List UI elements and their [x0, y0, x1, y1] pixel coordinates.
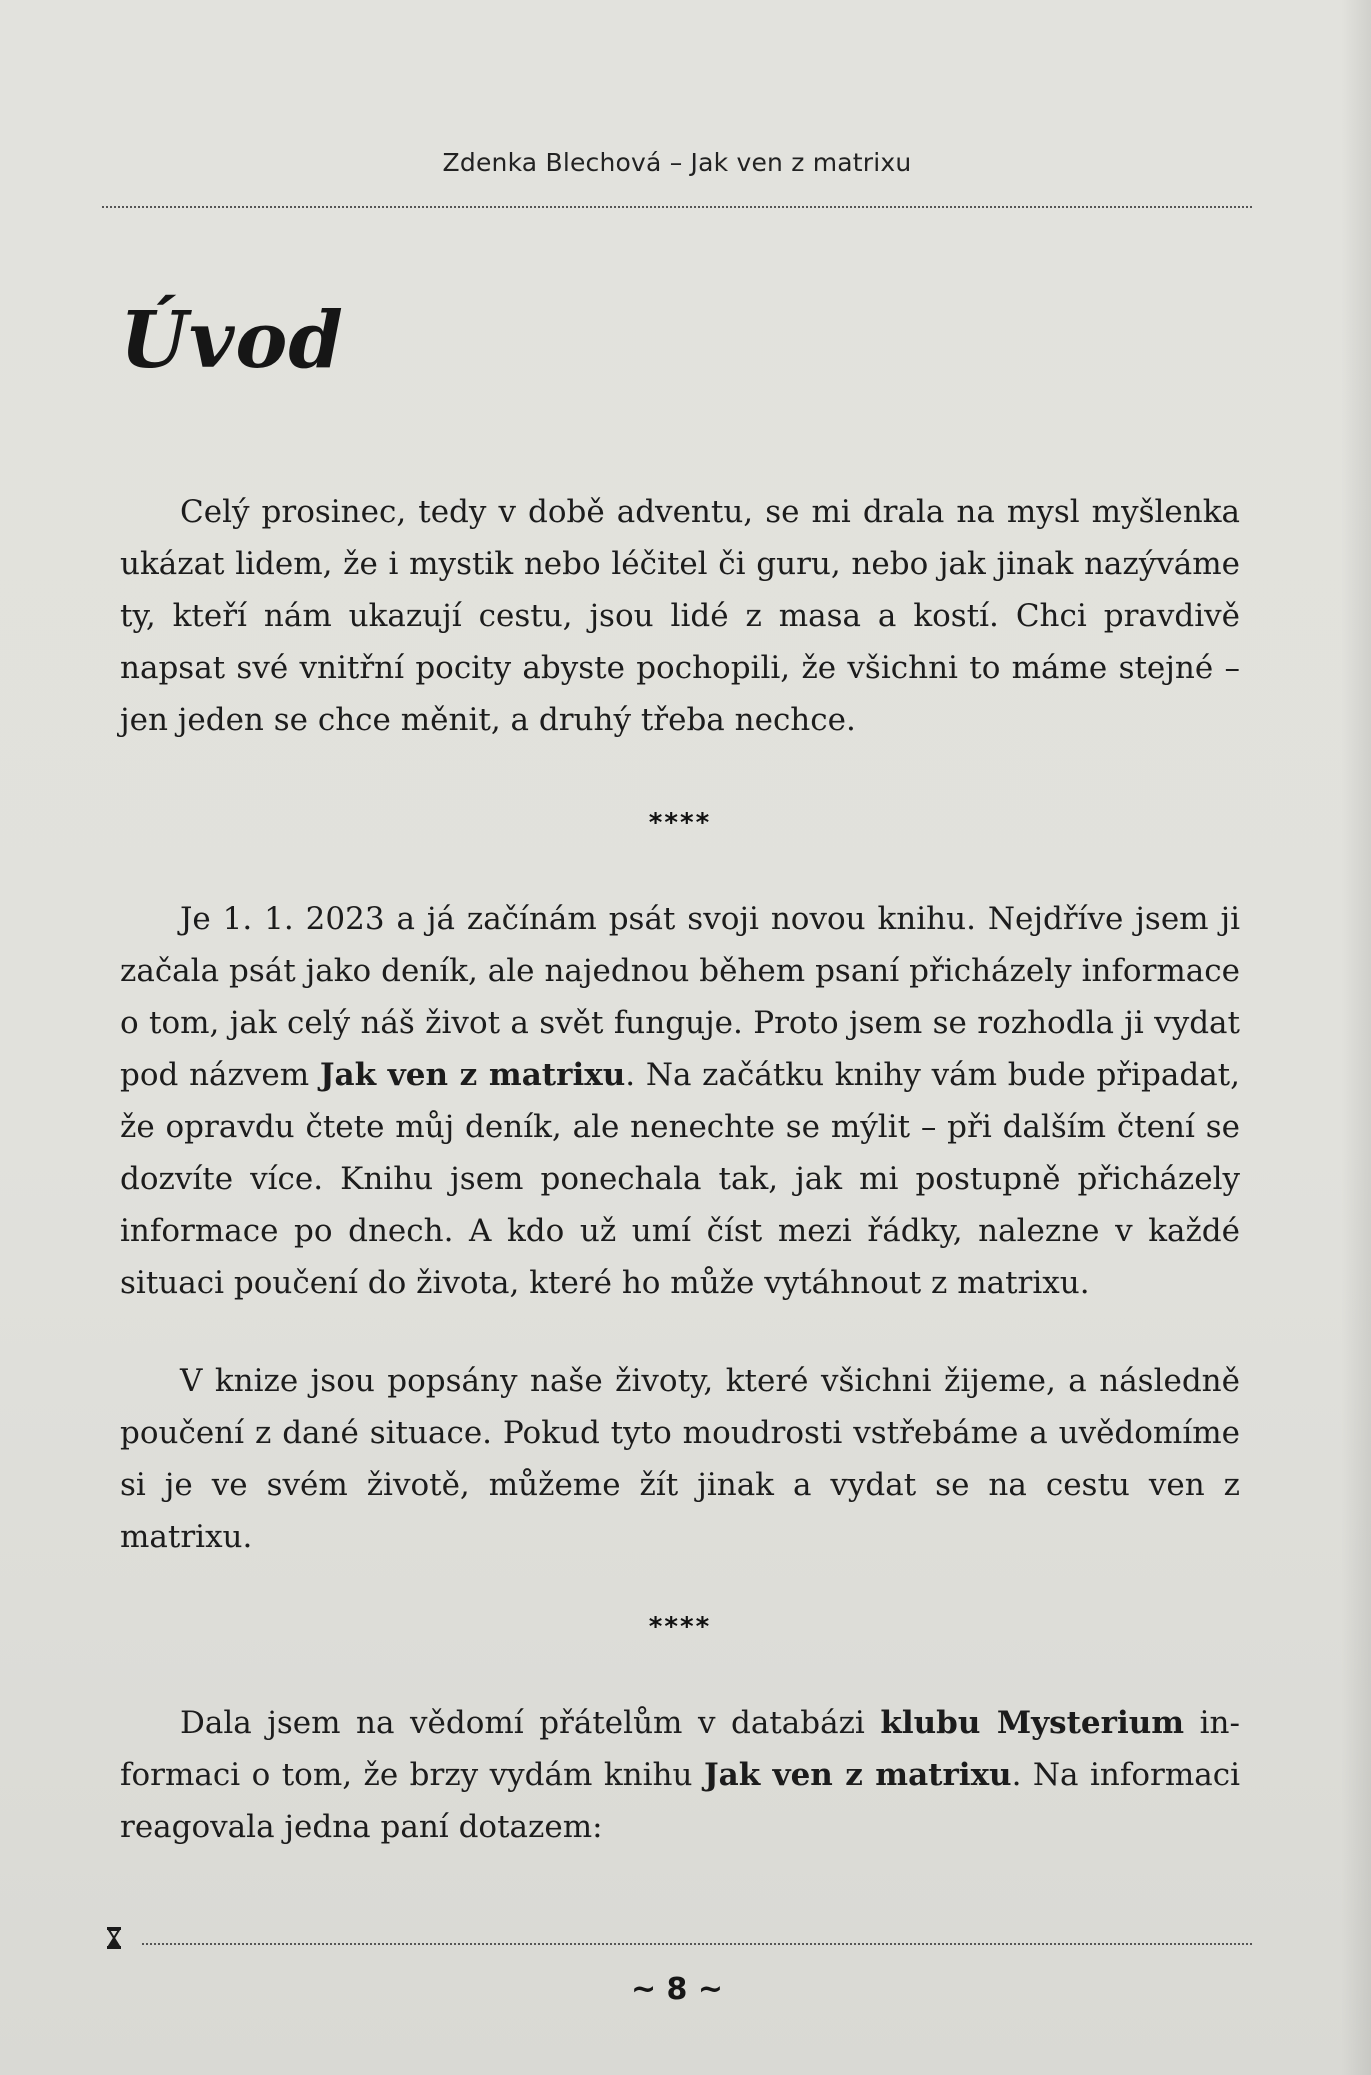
page-edge-shadow [1341, 0, 1371, 2075]
intro-section [120, 486, 1240, 746]
closing-text-e: . Na informaci reagovala jedna paní dotazem: [120, 1757, 1240, 1845]
section-separator-2: **** [648, 1612, 712, 1642]
hourglass-icon [106, 1926, 122, 1950]
closing-text-c: informaci o tom, že brzy vydám knihu [120, 1705, 1240, 1793]
main-section [120, 893, 1240, 1563]
section-separator: **** [648, 808, 712, 838]
club-name-bold: klubu Mysterium [880, 1705, 1185, 1741]
main-paragraph-1 [120, 893, 1240, 1309]
closing-section [120, 1697, 1240, 1853]
header-dotted-rule [102, 206, 1252, 208]
running-head: Zdenka Blechová – Jak ven z matrixu [442, 148, 912, 177]
page-number: ~ 8 ~ [630, 1972, 724, 2007]
closing-text-a: Dala jsem na vědomí přátelům v databázi [180, 1705, 881, 1741]
main-paragraph-1-text-b: . Na začátku knihy vám bude připadat, že opravdu čtete můj deník, ale nenechte se mýlit – při dalším čtení se dozvíte více. Knihu jsem ponechala tak, jak mi postupně přicházely informace po dnech. A kdo už umí číst mezi řádky, nalezne v každé situaci poučení do života, které ho může vytáhnout z matrixu. [120, 1057, 1240, 1301]
closing-paragraph [120, 1697, 1240, 1853]
book-title-bold: Jak ven z matrixu [319, 1057, 626, 1093]
book-title-bold-2: Jak ven z matrixu [703, 1757, 1012, 1793]
intro-paragraph: Celý prosinec, tedy v době adventu, se mi drala na mysl myšlenka ukázat lidem, že i mystik nebo léčitel či guru, nebo jak jinak nazýváme ty, kteří nám ukazují cestu, jsou lidé z masa a kostí. Chci pravdivě napsat své vnitřní pocity abyste pochopili, že všichni to máme stejné – jen jeden se chce měnit, a druhý třeba nechce. [120, 494, 1240, 738]
main-paragraph-1-text-a: Je 1. 1. 2023 a já začínám psát svoji novou knihu. Nejdříve jsem ji začala psát jako deník, ale najednou během psaní přicházely informace o tom, jak celý náš život a svět funguje. Proto jsem se rozhodla ji vydat pod názvem [120, 901, 1240, 1093]
chapter-title: Úvod [120, 295, 344, 386]
footer-dotted-rule [142, 1943, 1252, 1945]
main-paragraph-2: V knize jsou popsány naše životy, které všichni žijeme, a následně poučení z dané situace. Pokud tyto moudrosti vstřebáme a uvědomíme si je ve svém životě, můžeme žít jinak a vydat se na cestu ven z matrixu. [120, 1363, 1240, 1555]
